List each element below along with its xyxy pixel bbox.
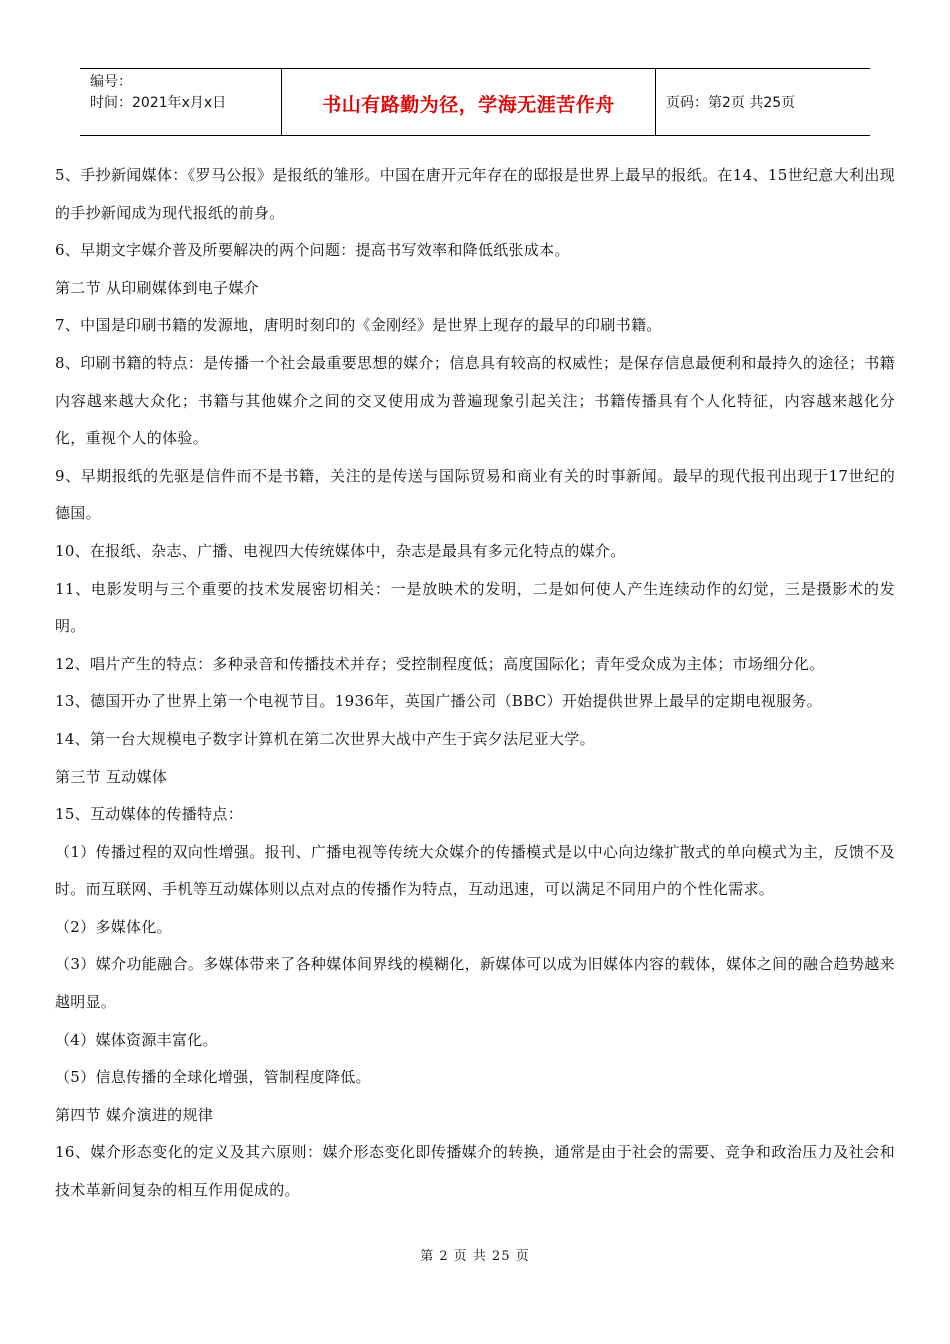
header-motto: 书山有路勤为径，学海无涯苦作舟 [282,69,656,135]
section-heading: 第二节 从印刷媒体到电子媒介 [55,278,259,297]
paragraph: 16、媒介形态变化的定义及其六原则：媒介形态变化即传播媒介的转换，通常是由于社会的需要、竞争和政治压力及社会和技术革新间复杂的相互作用促成的。 [55,1143,895,1200]
document-time-label: 时间：2021年x月x日 [90,95,227,111]
paragraph: （5）信息传播的全球化增强，管制程度降低。 [55,1068,371,1087]
paragraph: （1）传播过程的双向性增强。报刊、广播电视等传统大众媒介的传播模式是以中心向边缘扩散式的单向模式为主，反馈不及时。而互联网、手机等互动媒体则以点对点的传播作为特点，互动迅速，可以满足不同用户的个性化需求。 [55,842,895,899]
paragraph: 7、中国是印刷书籍的发源地，唐明时刻印的《金刚经》是世界上现存的最早的印刷书籍。 [55,316,662,335]
paragraph: （2）多媒体化。 [55,917,172,936]
page-header [80,68,870,136]
page-footer: 第 2 页 共 25 页 [420,1249,530,1264]
paragraph: 15、互动媒体的传播特点： [55,805,243,824]
paragraph: 6、早期文字媒介普及所要解决的两个问题：提高书写效率和降低纸张成本。 [55,241,570,260]
paragraph: 12、唱片产生的特点：多种录音和传播技术并存；受控制程度低；高度国际化；青年受众成为主体；市场细分化。 [55,654,825,673]
paragraph: 8、印刷书籍的特点：是传播一个社会最重要思想的媒介；信息具有较高的权威性；是保存信息最便利和最持久的途径；书籍内容越来越大众化；书籍与其他媒介之间的交叉使用成为普遍现象引起关注；书籍传播具有个人化特征，内容越来越化分化，重视个人的体验。 [55,353,895,448]
document-number-label: 编号： [90,74,132,90]
paragraph: （4）媒体资源丰富化。 [55,1030,218,1049]
paragraph: 10、在报纸、杂志、广播、电视四大传统媒体中，杂志是最具有多元化特点的媒介。 [55,541,626,560]
paragraph: 13、德国开办了世界上第一个电视节目。1936年，英国广播公司（BBC）开始提供世界上最早的定期电视服务。 [55,692,822,711]
paragraph: 14、第一台大规模电子数字计算机在第二次世界大战中产生于宾夕法尼亚大学。 [55,729,595,748]
paragraph: 5、手抄新闻媒体：《罗马公报》是报纸的雏形。中国在唐开元年存在的邸报是世界上最早的报纸。在14、15世纪意大利出现的手抄新闻成为现代报纸的前身。 [55,166,895,222]
header-page-label: 页码：第2页 共25页 [666,95,796,111]
section-heading: 第四节 媒介演进的规律 [55,1105,214,1124]
paragraph: 9、早期报纸的先驱是信件而不是书籍，关注的是传送与国际贸易和商业有关的时事新闻。最早的现代报刊出现于17世纪的德国。 [55,466,895,523]
section-heading: 第三节 互动媒体 [55,767,168,786]
document-body [55,157,895,1210]
paragraph: （3）媒介功能融合。多媒体带来了各种媒体间界线的模糊化，新媒体可以成为旧媒体内容的载体，媒体之间的融合趋势越来越明显。 [55,955,895,1012]
paragraph: 11、电影发明与三个重要的技术发展密切相关：一是放映术的发明，二是如何使人产生连续动作的幻觉，三是摄影术的发明。 [55,579,895,636]
header-meta [80,69,282,135]
